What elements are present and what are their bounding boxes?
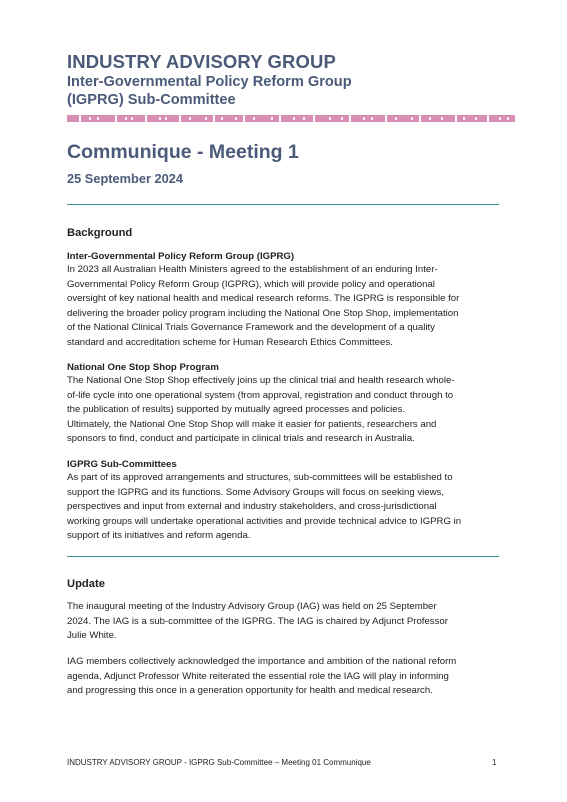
stripe-notch bbox=[131, 117, 133, 120]
stripe-notch bbox=[487, 115, 489, 122]
paragraph-line: agenda, Adjunct Professor White reiterated the essential role the IAG will play in informing bbox=[67, 670, 449, 682]
update-paragraph-1 bbox=[67, 600, 507, 644]
stripe-notch bbox=[145, 115, 147, 122]
paragraph-line: Governmental Policy Reform Group (IGPRG), which will provide policy and operational bbox=[67, 278, 435, 290]
stripe-notch bbox=[97, 117, 99, 120]
paragraph-line: of the National Clinical Trials Governance Framework and the development of a quality bbox=[67, 322, 435, 334]
stripe-notch bbox=[159, 117, 161, 120]
paragraph-line: working groups will undertake operational activities and provide technical advice to IGPRG in bbox=[67, 515, 462, 527]
stripe-notch bbox=[253, 117, 255, 120]
stripe-notch bbox=[89, 117, 91, 120]
stripe-notch bbox=[125, 117, 127, 120]
one-stop-shop-paragraph bbox=[67, 374, 507, 447]
stripe-notch bbox=[395, 117, 397, 120]
stripe-notch bbox=[243, 115, 245, 122]
section-divider bbox=[67, 204, 499, 205]
page-footer: INDUSTRY ADVISORY GROUP - IGPRG Sub-Committee – Meeting 01 Communique bbox=[67, 758, 371, 767]
paragraph-line: sponsors to find, conduct and participate in clinical trials and research in Australia. bbox=[67, 433, 415, 445]
paragraph-line: support the IGPRG and its functions. Some Advisory Groups will focus on seeking views, bbox=[67, 486, 444, 498]
group-subtitle bbox=[67, 73, 487, 109]
decorative-stripe bbox=[67, 115, 515, 122]
one-stop-shop-heading: National One Stop Shop Program bbox=[67, 362, 219, 373]
stripe-notch bbox=[429, 117, 431, 120]
stripe-notch bbox=[271, 117, 273, 120]
stripe-notch bbox=[419, 115, 421, 122]
stripe-notch bbox=[363, 117, 365, 120]
paragraph-line: and progressing this once in a generation opportunity for health and medical research. bbox=[67, 685, 433, 697]
stripe-notch bbox=[349, 115, 351, 122]
section-divider bbox=[67, 556, 499, 557]
stripe-notch bbox=[303, 117, 305, 120]
paragraph-line: perspectives and input from external and industry stakeholders, and cross-jurisdictional bbox=[67, 501, 437, 513]
igprg-heading: Inter-Governmental Policy Reform Group (IGPRG) bbox=[67, 251, 295, 262]
communique-title: Communique - Meeting 1 bbox=[67, 141, 299, 163]
stripe-notch bbox=[279, 115, 281, 122]
paragraph-line: delivering the broader policy program including the National One Stop Shop, implementation bbox=[67, 307, 459, 319]
stripe-notch bbox=[235, 117, 237, 120]
paragraph-line: As part of its approved arrangements and structures, sub-committees will be established to bbox=[67, 472, 453, 483]
sub-committees-heading: IGPRG Sub-Committees bbox=[67, 459, 177, 470]
stripe-notch bbox=[499, 117, 501, 120]
stripe-notch bbox=[475, 117, 477, 120]
stripe-notch bbox=[329, 117, 331, 120]
stripe-notch bbox=[179, 115, 181, 122]
stripe-notch bbox=[189, 117, 191, 120]
update-paragraph-2 bbox=[67, 655, 507, 699]
paragraph-line: oversight of key national health and medical research reforms. The IGPRG is responsible for bbox=[67, 293, 460, 305]
stripe-notch bbox=[79, 115, 81, 122]
stripe-notch bbox=[441, 117, 443, 120]
paragraph-line: 2024. The IAG is a sub-committee of the IGPRG. The IAG is chaired by Adjunct Professor bbox=[67, 615, 448, 627]
page-number: 1 bbox=[492, 758, 497, 767]
paragraph-line: Ultimately, the National One Stop Shop will make it easier for patients, researchers and bbox=[67, 418, 437, 430]
paragraph-line: the publication of results) supported by mutually agreed processes and policies. bbox=[67, 404, 406, 416]
stripe-notch bbox=[507, 117, 509, 120]
stripe-notch bbox=[213, 115, 215, 122]
paragraph-line: IAG members collectively acknowledged the importance and ambition of the national reform bbox=[67, 656, 457, 667]
communique-date: 25 September 2024 bbox=[67, 171, 183, 186]
stripe-notch bbox=[385, 115, 387, 122]
group-subtitle-line-1: Inter-Governmental Policy Reform Group bbox=[67, 74, 352, 90]
stripe-notch bbox=[455, 115, 457, 122]
update-heading: Update bbox=[67, 578, 105, 590]
paragraph-line: support of its initiatives and reform agenda. bbox=[67, 530, 251, 542]
stripe-notch bbox=[205, 117, 207, 120]
igprg-paragraph bbox=[67, 263, 507, 351]
stripe-notch bbox=[165, 117, 167, 120]
paragraph-line: standard and accreditation scheme for Human Research Ethics Committees. bbox=[67, 336, 393, 348]
sub-committees-paragraph bbox=[67, 471, 507, 544]
group-subtitle-line-2: (IGPRG) Sub-Committee bbox=[67, 92, 236, 108]
paragraph-line: In 2023 all Australian Health Ministers agreed to the establishment of an enduring Inter- bbox=[67, 264, 438, 275]
stripe-notch bbox=[371, 117, 373, 120]
paragraph-line: Julie White. bbox=[67, 630, 117, 642]
stripe-notch bbox=[313, 115, 315, 122]
stripe-notch bbox=[463, 117, 465, 120]
paragraph-line: The inaugural meeting of the Industry Advisory Group (IAG) was held on 25 September bbox=[67, 601, 437, 612]
stripe-notch bbox=[341, 117, 343, 120]
stripe-notch bbox=[293, 117, 295, 120]
stripe-notch bbox=[411, 117, 413, 120]
paragraph-line: The National One Stop Shop effectively joins up the clinical trial and health research whole- bbox=[67, 375, 455, 386]
stripe-notch bbox=[115, 115, 117, 122]
paragraph-line: of-life cycle into one operational system (from approval, registration and conduct through to bbox=[67, 389, 454, 401]
group-title: INDUSTRY ADVISORY GROUP bbox=[67, 51, 336, 72]
background-heading: Background bbox=[67, 227, 133, 239]
stripe-notch bbox=[221, 117, 223, 120]
